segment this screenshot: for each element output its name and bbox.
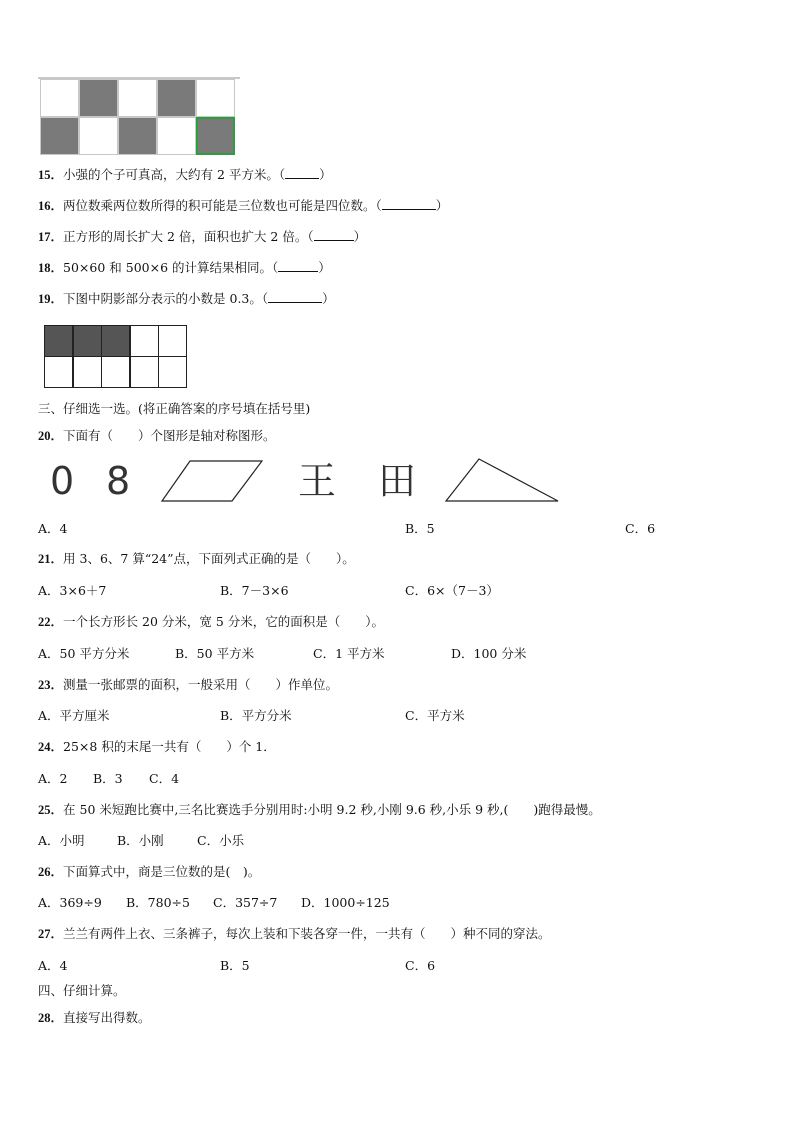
figures-row [0,455,794,515]
close-paren: ） [353,229,367,244]
question-text: 小强的个子可真高，大约有 2 平方米。（ [63,167,286,182]
decimal-grid-cell [101,325,130,357]
question-text: 用 3、6、7 算“24”点，下面列式正确的是（ ）。 [63,551,355,566]
question-number: 28． [38,1011,64,1025]
option-a[interactable]: A．3×6＋7 [38,583,107,598]
question-21 [38,551,355,567]
grid-cell[interactable] [157,117,196,155]
question-text: 测量一张邮票的面积，一般采用（ ）作单位。 [63,677,339,692]
parallelogram-figure [160,459,268,503]
decimal-grid-cell [130,325,159,357]
question-17 [38,229,366,245]
decimal-grid-cell [73,325,102,357]
question-text: 兰兰有两件上衣、三条裤子，每次上装和下装各穿一件，一共有（ ）种不同的穿法。 [63,926,551,941]
option-b[interactable]: B．7－3×6 [220,583,289,598]
decimal-grid-cell [158,356,187,388]
decimal-grid-cell [158,325,187,357]
question-number: 17． [38,230,64,244]
option-a[interactable]: A．4 [38,521,68,536]
option-a[interactable]: A．小明 [38,833,85,848]
question-22 [38,614,384,630]
question-23 [38,677,338,693]
answer-blank[interactable] [278,260,318,272]
question-text: 两位数乘两位数所得的积可能是三位数也可能是四位数。（ [63,198,382,213]
option-c[interactable]: C．4 [149,771,180,786]
decimal-grid-cell [73,356,102,388]
option-c[interactable]: C．357÷7 [213,895,278,910]
question-number: 22． [38,615,64,629]
question-text: 正方形的周长扩大 2 倍，面积也扩大 2 倍。（ [63,229,314,244]
decimal-grid-cell [44,356,73,388]
grid-cell[interactable] [79,79,118,117]
question-text: 下面算式中，商是三位数的是( )。 [63,864,261,879]
question-24 [38,739,276,755]
question-number: 23． [38,678,64,692]
question-20 [38,428,276,444]
question-number: 27． [38,927,64,941]
question-19 [38,291,335,307]
question-text: 直接写出得数。 [63,1010,151,1025]
question-number: 16． [38,199,64,213]
option-a[interactable]: A．平方厘米 [38,708,110,723]
grid-cell[interactable] [40,117,79,155]
answer-blank[interactable] [314,229,354,241]
grid-cell[interactable] [157,79,196,117]
close-paren: ） [318,260,331,275]
grid-cell[interactable] [79,117,118,155]
decimal-grid-cell [44,325,73,357]
question-15 [38,167,332,183]
answer-blank[interactable] [268,291,322,303]
section-3-title: 三、仔细选一选。(将正确答案的序号填在括号里) [38,401,311,416]
question-26 [38,864,260,880]
option-b[interactable]: B．3 [93,771,123,786]
question-number: 26． [38,865,64,879]
question-16 [38,198,448,214]
option-c[interactable]: C．6 [405,958,436,973]
figure-char-wang: 王 [298,459,337,503]
decimal-grid-cell [101,356,130,388]
figure-digit-0: 0 [50,459,75,503]
figure-digit-8: 8 [106,459,131,503]
question-number: 15． [38,168,64,182]
checker-grid-figure [38,77,240,155]
option-c[interactable]: C．平方米 [405,708,465,723]
grid-cell[interactable] [118,79,157,117]
option-b[interactable]: B．小刚 [117,833,164,848]
close-paren: ） [319,167,332,182]
grid-cell[interactable] [40,79,79,117]
option-b[interactable]: B．50 平方米 [175,646,255,661]
decimal-grid-cell [130,356,159,388]
grid-cell[interactable] [118,117,157,155]
question-number: 21． [38,552,64,566]
close-paren: ） [435,198,449,213]
question-number: 20． [38,429,64,443]
option-b[interactable]: B．5 [405,521,435,536]
option-c[interactable]: C．小乐 [197,833,245,848]
grid-cell[interactable] [196,117,235,155]
grid-cell[interactable] [196,79,235,117]
question-number: 18． [38,261,64,275]
question-28 [38,1010,151,1026]
question-text: 在 50 米短跑比赛中,三名比赛选手分别用时:小明 9.2 秒,小刚 9.6 秒,小乐 9 秒,( )跑得最慢。 [63,802,601,817]
option-c[interactable]: C．6 [625,521,656,536]
answer-blank[interactable] [285,167,319,179]
question-18 [38,260,331,276]
answer-blank[interactable] [382,198,436,210]
question-27 [38,926,551,942]
decimal-grid-figure [44,325,187,388]
close-paren: ） [322,291,335,306]
figure-char-tian: 田 [378,459,417,503]
question-text: 一个长方形长 20 分米，宽 5 分米，它的面积是（ ）。 [63,614,385,629]
option-a[interactable]: A．50 平方分米 [38,646,130,661]
option-a[interactable]: A．369÷9 [38,895,102,910]
option-b[interactable]: B．780÷5 [126,895,190,910]
option-a[interactable]: A．4 [38,958,68,973]
option-c[interactable]: C．6×（7－3） [405,583,499,598]
section-4-title: 四、仔细计算。 [38,983,126,998]
question-number: 24． [38,740,64,754]
question-number: 19． [38,292,64,306]
question-25 [38,802,601,818]
option-b[interactable]: B．平方分米 [220,708,292,723]
question-text: 下面有（ ）个图形是轴对称图形。 [63,428,276,443]
question-text: 25×8 积的末尾一共有（ ）个 1． [63,739,276,754]
option-d[interactable]: D．100 分米 [451,646,527,661]
question-number: 25． [38,803,64,817]
triangle-figure [444,457,562,505]
question-text: 下图中阴影部分表示的小数是 0.3。（ [63,291,269,306]
option-a[interactable]: A．2 [38,771,68,786]
option-d[interactable]: D．1000÷125 [301,895,390,910]
option-c[interactable]: C．1 平方米 [313,646,385,661]
question-text: 50×60 和 500×6 的计算结果相同。（ [63,260,279,275]
option-b[interactable]: B．5 [220,958,250,973]
